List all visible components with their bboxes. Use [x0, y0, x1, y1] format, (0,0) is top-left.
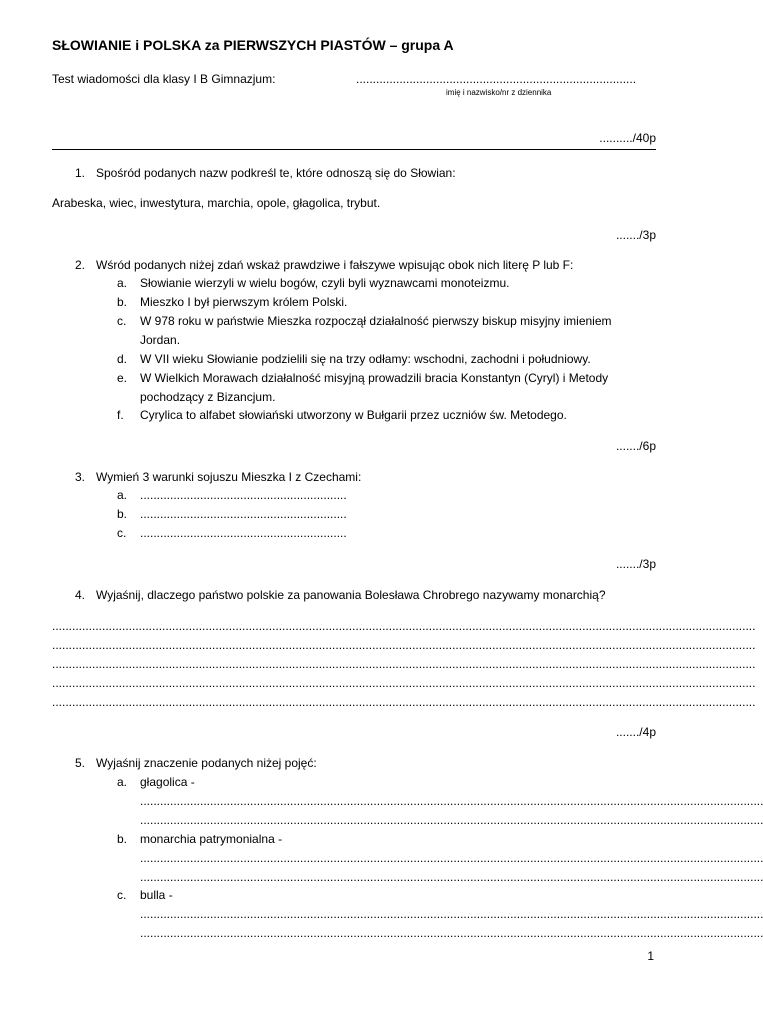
q5-item-letter: b.: [117, 832, 128, 846]
q2-item-text: Słowianie wierzyli w wielu bogów, czyli byli wyznawcami monoteizmu.: [140, 276, 510, 290]
q2-score: ......./6p: [615, 439, 656, 453]
q3-item-letter: c.: [117, 526, 127, 540]
q5-answer-line[interactable]: ...........................................................................................................................................................................................: [140, 907, 763, 921]
q4-answer-line[interactable]: ...................................................................................................................................................................................................................: [52, 695, 756, 709]
page-number: 1: [647, 949, 654, 963]
q5-item-term: głagolica -: [140, 775, 195, 789]
q3-item-letter: b.: [117, 507, 128, 521]
q2-item-text: W VII wieku Słowianie podzielili się na trzy odłamy: wschodni, zachodni i południowy.: [140, 352, 591, 366]
q2-item-letter: b.: [117, 295, 128, 309]
q5-answer-line[interactable]: ...........................................................................................................................................................................................: [140, 926, 763, 940]
q2-item-text: W Wielkich Morawach działalność misyjną prowadzili bracia Konstantyn (Cyryl) i Metody: [140, 371, 609, 385]
q4-answer-line[interactable]: ...................................................................................................................................................................................................................: [52, 676, 756, 690]
q2-item-letter: a.: [117, 276, 128, 290]
q2-item-text-cont: Jordan.: [140, 333, 181, 347]
q5-answer-line[interactable]: ...........................................................................................................................................................................................: [140, 870, 763, 884]
q3-answer-line[interactable]: ..............................................................: [140, 507, 347, 521]
q4-score: ......./4p: [615, 725, 656, 739]
q5-item-letter: a.: [117, 775, 128, 789]
q2-item-text: Mieszko I był pierwszym królem Polski.: [140, 295, 348, 309]
q3-prompt: Wymień 3 warunki sojuszu Mieszka I z Czechami:: [96, 470, 362, 484]
header-divider: [52, 149, 656, 150]
q4-answer-line[interactable]: ...................................................................................................................................................................................................................: [52, 619, 756, 633]
q2-number: 2.: [75, 258, 86, 272]
q3-score: ......./3p: [615, 557, 656, 571]
q4-prompt: Wyjaśnij, dlaczego państwo polskie za panowania Bolesława Chrobrego nazywamy monarchią?: [96, 588, 606, 602]
q5-item-letter: c.: [117, 888, 127, 902]
q3-item-letter: a.: [117, 488, 128, 502]
q5-answer-line[interactable]: ...........................................................................................................................................................................................: [140, 813, 763, 827]
q2-item-text-cont: pochodzący z Bizancjum.: [140, 390, 276, 404]
name-caption: imię i nazwisko/nr z dziennika: [446, 88, 552, 97]
q5-answer-line[interactable]: ...........................................................................................................................................................................................: [140, 794, 763, 808]
q2-item-letter: c.: [117, 314, 127, 328]
test-label: Test wiadomości dla klasy I B Gimnazjum:: [52, 72, 276, 86]
q4-number: 4.: [75, 588, 86, 602]
q1-score: ......./3p: [615, 228, 656, 242]
q1-number: 1.: [75, 166, 86, 180]
q3-number: 3.: [75, 470, 86, 484]
q1-terms[interactable]: Arabeska, wiec, inwestytura, marchia, opole, głagolica, trybut.: [52, 196, 381, 210]
q1-prompt: Spośród podanych nazw podkreśl te, które odnoszą się do Słowian:: [96, 166, 456, 180]
name-input-line[interactable]: ....................................................................................: [356, 72, 637, 86]
q2-item-letter: f.: [117, 408, 124, 422]
q4-answer-line[interactable]: ...................................................................................................................................................................................................................: [52, 657, 756, 671]
q2-item-text: W 978 roku w państwie Mieszka rozpoczął działalność pierwszy biskup misyjny imieniem: [140, 314, 612, 328]
q5-number: 5.: [75, 756, 86, 770]
q5-answer-line[interactable]: ...........................................................................................................................................................................................: [140, 851, 763, 865]
q5-item-term: monarchia patrymonialna -: [140, 832, 283, 846]
q3-answer-line[interactable]: ..............................................................: [140, 526, 347, 540]
q5-prompt: Wyjaśnij znaczenie podanych niżej pojęć:: [96, 756, 317, 770]
q3-answer-line[interactable]: ..............................................................: [140, 488, 347, 502]
q2-prompt: Wśród podanych niżej zdań wskaż prawdziwe i fałszywe wpisując obok nich literę P lub F:: [96, 258, 574, 272]
q4-answer-line[interactable]: ...................................................................................................................................................................................................................: [52, 638, 756, 652]
q2-item-text: Cyrylica to alfabet słowiański utworzony w Bułgarii przez uczniów św. Metodego.: [140, 408, 567, 422]
q5-item-term: bulla -: [140, 888, 173, 902]
q2-item-letter: e.: [117, 371, 128, 385]
q2-item-letter: d.: [117, 352, 128, 366]
page-title: SŁOWIANIE i POLSKA za PIERWSZYCH PIASTÓW – grupa A: [52, 37, 454, 53]
total-score: ........../40p: [599, 131, 656, 145]
